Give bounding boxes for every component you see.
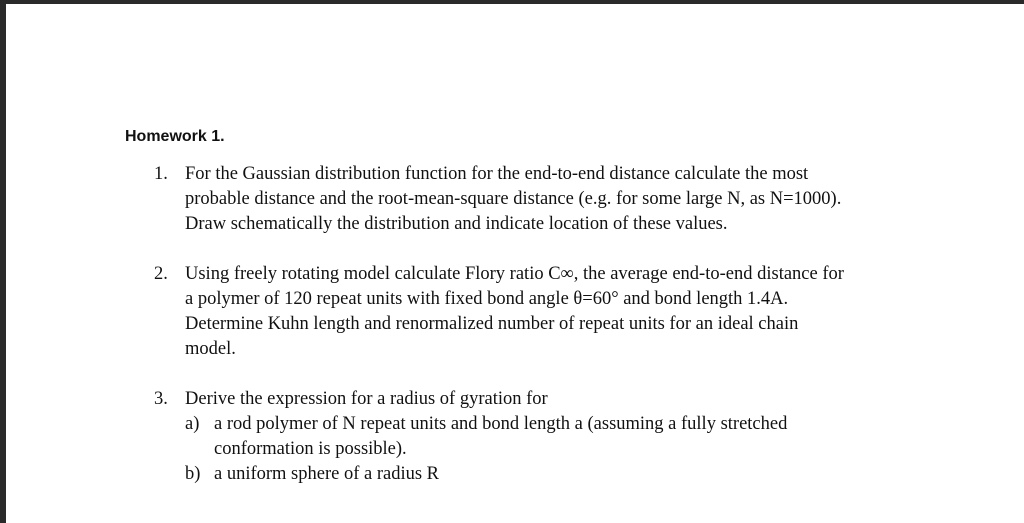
text-line: Determine Kuhn length and renormalized number of repeat units for an ideal chain (185, 314, 799, 334)
document-page (6, 4, 1024, 523)
text-line: a polymer of 120 repeat units with fixed bond angle θ=60° and bond length 1.4A. (185, 289, 789, 309)
text-line: Using freely rotating model calculate Flory ratio C∞, the average end-to-end distance for (185, 264, 844, 284)
page-title: Homework 1. (125, 128, 225, 145)
list-item-text (185, 262, 905, 362)
text-line: Derive the expression for a radius of gyration for (185, 389, 548, 409)
list-item-text (185, 387, 905, 412)
text-line: model. (185, 339, 236, 359)
sub-item-text (214, 462, 439, 487)
text-line: For the Gaussian distribution function for the end-to-end distance calculate the most (185, 164, 809, 184)
text-line: conformation is possible). (214, 439, 407, 459)
text-line: Draw schematically the distribution and indicate location of these values. (185, 214, 728, 234)
list-item-number: 3. (154, 389, 168, 409)
sub-item-text (214, 412, 787, 462)
text-line: probable distance and the root-mean-square distance (e.g. for some large N, as N=1000). (185, 189, 842, 209)
text-line: a uniform sphere of a radius R (214, 464, 440, 484)
sub-item-label: b) (185, 464, 201, 484)
list-item-number: 2. (154, 264, 168, 284)
list-item-number: 1. (154, 164, 168, 184)
text-line: a rod polymer of N repeat units and bond length a (assuming a fully stretched (214, 414, 788, 434)
list-item-text (185, 162, 905, 237)
sub-item-label: a) (185, 414, 200, 434)
